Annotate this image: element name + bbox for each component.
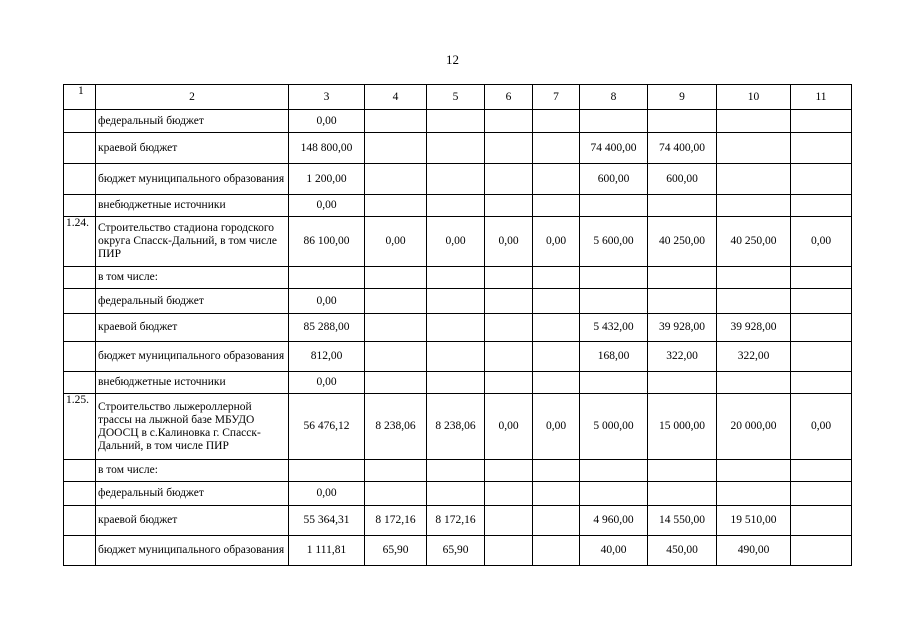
value-cell-col-3: 85 288,00 bbox=[289, 314, 365, 342]
value-cell-col-11 bbox=[791, 536, 852, 566]
value-cell-col-8: 600,00 bbox=[580, 164, 648, 195]
value-cell-col-11 bbox=[791, 110, 852, 133]
value-cell-col-9: 450,00 bbox=[648, 536, 717, 566]
value-cell-col-9: 322,00 bbox=[648, 342, 717, 372]
value-cell-col-7 bbox=[533, 482, 580, 506]
value-cell-col-9 bbox=[648, 289, 717, 314]
value-cell-col-10 bbox=[717, 482, 791, 506]
item-number-cell bbox=[64, 314, 96, 342]
header-cell-col-3: 3 bbox=[289, 85, 365, 110]
value-cell-col-8: 5 000,00 bbox=[580, 394, 648, 460]
value-cell-col-5 bbox=[427, 133, 485, 164]
value-cell-col-10 bbox=[717, 289, 791, 314]
header-cell-col-1: 1 bbox=[64, 85, 96, 110]
item-number-cell bbox=[64, 267, 96, 289]
header-cell-col-6: 6 bbox=[485, 85, 533, 110]
description-cell: бюджет муниципального образования bbox=[96, 342, 289, 372]
value-cell-col-5: 65,90 bbox=[427, 536, 485, 566]
value-cell-col-8: 40,00 bbox=[580, 536, 648, 566]
description-cell: бюджет муниципального образования bbox=[96, 536, 289, 566]
value-cell-col-6 bbox=[485, 314, 533, 342]
value-cell-col-7 bbox=[533, 536, 580, 566]
value-cell-col-10: 20 000,00 bbox=[717, 394, 791, 460]
value-cell-col-6: 0,00 bbox=[485, 217, 533, 267]
value-cell-col-7: 0,00 bbox=[533, 217, 580, 267]
value-cell-col-10 bbox=[717, 372, 791, 394]
header-cell-col-5: 5 bbox=[427, 85, 485, 110]
value-cell-col-6 bbox=[485, 506, 533, 536]
value-cell-col-10 bbox=[717, 110, 791, 133]
value-cell-col-4 bbox=[365, 289, 427, 314]
budget-table bbox=[63, 84, 852, 566]
value-cell-col-5 bbox=[427, 314, 485, 342]
value-cell-col-3: 812,00 bbox=[289, 342, 365, 372]
item-number-cell bbox=[64, 482, 96, 506]
description-cell: Строительство стадиона городского округа Спасск-Дальний, в том числе ПИР bbox=[96, 217, 289, 267]
table-row bbox=[64, 482, 852, 506]
table-row bbox=[64, 342, 852, 372]
value-cell-col-6 bbox=[485, 195, 533, 217]
value-cell-col-6 bbox=[485, 133, 533, 164]
value-cell-col-3: 0,00 bbox=[289, 110, 365, 133]
value-cell-col-11 bbox=[791, 267, 852, 289]
description-cell: внебюджетные источники bbox=[96, 195, 289, 217]
value-cell-col-6 bbox=[485, 536, 533, 566]
value-cell-col-9: 15 000,00 bbox=[648, 394, 717, 460]
value-cell-col-8: 5 432,00 bbox=[580, 314, 648, 342]
item-number-cell bbox=[64, 460, 96, 482]
item-number-cell bbox=[64, 506, 96, 536]
description-cell: в том числе: bbox=[96, 460, 289, 482]
value-cell-col-7 bbox=[533, 164, 580, 195]
value-cell-col-6 bbox=[485, 267, 533, 289]
table-row bbox=[64, 195, 852, 217]
value-cell-col-11 bbox=[791, 289, 852, 314]
value-cell-col-9: 39 928,00 bbox=[648, 314, 717, 342]
item-number-cell: 1.25. bbox=[64, 394, 96, 460]
value-cell-col-3 bbox=[289, 460, 365, 482]
table-row bbox=[64, 372, 852, 394]
value-cell-col-10: 19 510,00 bbox=[717, 506, 791, 536]
value-cell-col-9: 40 250,00 bbox=[648, 217, 717, 267]
item-number-cell bbox=[64, 342, 96, 372]
value-cell-col-4: 8 172,16 bbox=[365, 506, 427, 536]
value-cell-col-4: 65,90 bbox=[365, 536, 427, 566]
value-cell-col-4 bbox=[365, 267, 427, 289]
value-cell-col-8: 74 400,00 bbox=[580, 133, 648, 164]
value-cell-col-5: 0,00 bbox=[427, 217, 485, 267]
item-number-cell: 1.24. bbox=[64, 217, 96, 267]
value-cell-col-9 bbox=[648, 460, 717, 482]
value-cell-col-10 bbox=[717, 460, 791, 482]
value-cell-col-5 bbox=[427, 195, 485, 217]
item-number-cell bbox=[64, 133, 96, 164]
value-cell-col-11 bbox=[791, 506, 852, 536]
value-cell-col-9: 600,00 bbox=[648, 164, 717, 195]
description-cell: внебюджетные источники bbox=[96, 372, 289, 394]
value-cell-col-6 bbox=[485, 482, 533, 506]
value-cell-col-11: 0,00 bbox=[791, 217, 852, 267]
value-cell-col-10 bbox=[717, 133, 791, 164]
value-cell-col-8 bbox=[580, 195, 648, 217]
description-cell: краевой бюджет bbox=[96, 314, 289, 342]
value-cell-col-9: 74 400,00 bbox=[648, 133, 717, 164]
header-cell-col-8: 8 bbox=[580, 85, 648, 110]
value-cell-col-11: 0,00 bbox=[791, 394, 852, 460]
value-cell-col-3: 148 800,00 bbox=[289, 133, 365, 164]
item-number-cell bbox=[64, 110, 96, 133]
value-cell-col-5 bbox=[427, 342, 485, 372]
value-cell-col-7 bbox=[533, 460, 580, 482]
value-cell-col-7 bbox=[533, 133, 580, 164]
page-number: 12 bbox=[446, 52, 459, 67]
value-cell-col-6 bbox=[485, 164, 533, 195]
value-cell-col-3: 0,00 bbox=[289, 372, 365, 394]
value-cell-col-3 bbox=[289, 267, 365, 289]
value-cell-col-3: 55 364,31 bbox=[289, 506, 365, 536]
value-cell-col-7 bbox=[533, 342, 580, 372]
value-cell-col-3: 86 100,00 bbox=[289, 217, 365, 267]
value-cell-col-4 bbox=[365, 133, 427, 164]
value-cell-col-3: 0,00 bbox=[289, 289, 365, 314]
value-cell-col-5: 8 238,06 bbox=[427, 394, 485, 460]
value-cell-col-9 bbox=[648, 267, 717, 289]
value-cell-col-11 bbox=[791, 164, 852, 195]
value-cell-col-11 bbox=[791, 133, 852, 164]
value-cell-col-5 bbox=[427, 267, 485, 289]
value-cell-col-8 bbox=[580, 289, 648, 314]
value-cell-col-8: 168,00 bbox=[580, 342, 648, 372]
value-cell-col-9 bbox=[648, 482, 717, 506]
description-cell: краевой бюджет bbox=[96, 133, 289, 164]
table-row bbox=[64, 289, 852, 314]
value-cell-col-11 bbox=[791, 372, 852, 394]
value-cell-col-9: 14 550,00 bbox=[648, 506, 717, 536]
value-cell-col-9 bbox=[648, 195, 717, 217]
header-cell-col-11: 11 bbox=[791, 85, 852, 110]
value-cell-col-7 bbox=[533, 506, 580, 536]
description-cell: Строительство лыжероллерной трассы на лыжной базе МБУДО ДООСЦ в с.Калиновка г. Спасск-Дальний, в том числе ПИР bbox=[96, 394, 289, 460]
header-cell-col-9: 9 bbox=[648, 85, 717, 110]
value-cell-col-8 bbox=[580, 110, 648, 133]
table-row bbox=[64, 394, 852, 460]
value-cell-col-5 bbox=[427, 164, 485, 195]
value-cell-col-11 bbox=[791, 482, 852, 506]
table-row bbox=[64, 217, 852, 267]
value-cell-col-10: 490,00 bbox=[717, 536, 791, 566]
value-cell-col-10 bbox=[717, 164, 791, 195]
item-number-cell bbox=[64, 289, 96, 314]
table-body bbox=[64, 85, 852, 566]
value-cell-col-5 bbox=[427, 289, 485, 314]
value-cell-col-4 bbox=[365, 314, 427, 342]
table-row bbox=[64, 133, 852, 164]
value-cell-col-8: 4 960,00 bbox=[580, 506, 648, 536]
value-cell-col-4: 8 238,06 bbox=[365, 394, 427, 460]
header-row bbox=[64, 85, 852, 110]
description-cell: федеральный бюджет bbox=[96, 110, 289, 133]
value-cell-col-7 bbox=[533, 289, 580, 314]
value-cell-col-4 bbox=[365, 372, 427, 394]
value-cell-col-9 bbox=[648, 110, 717, 133]
table-row bbox=[64, 267, 852, 289]
value-cell-col-5: 8 172,16 bbox=[427, 506, 485, 536]
value-cell-col-4 bbox=[365, 342, 427, 372]
description-cell: федеральный бюджет bbox=[96, 482, 289, 506]
description-cell: бюджет муниципального образования bbox=[96, 164, 289, 195]
value-cell-col-5 bbox=[427, 460, 485, 482]
value-cell-col-11 bbox=[791, 342, 852, 372]
value-cell-col-11 bbox=[791, 314, 852, 342]
value-cell-col-6 bbox=[485, 342, 533, 372]
table-row bbox=[64, 536, 852, 566]
value-cell-col-4 bbox=[365, 195, 427, 217]
table-row bbox=[64, 164, 852, 195]
value-cell-col-5 bbox=[427, 110, 485, 133]
value-cell-col-6 bbox=[485, 460, 533, 482]
value-cell-col-10: 39 928,00 bbox=[717, 314, 791, 342]
header-cell-col-2: 2 bbox=[96, 85, 289, 110]
value-cell-col-7 bbox=[533, 372, 580, 394]
table-row bbox=[64, 314, 852, 342]
item-number-cell bbox=[64, 164, 96, 195]
value-cell-col-3: 1 200,00 bbox=[289, 164, 365, 195]
value-cell-col-6 bbox=[485, 289, 533, 314]
value-cell-col-7: 0,00 bbox=[533, 394, 580, 460]
value-cell-col-7 bbox=[533, 110, 580, 133]
value-cell-col-3: 56 476,12 bbox=[289, 394, 365, 460]
table-row bbox=[64, 110, 852, 133]
description-cell: краевой бюджет bbox=[96, 506, 289, 536]
value-cell-col-10 bbox=[717, 195, 791, 217]
value-cell-col-3: 0,00 bbox=[289, 195, 365, 217]
value-cell-col-11 bbox=[791, 195, 852, 217]
item-number-cell bbox=[64, 372, 96, 394]
value-cell-col-6 bbox=[485, 372, 533, 394]
value-cell-col-4: 0,00 bbox=[365, 217, 427, 267]
value-cell-col-4 bbox=[365, 460, 427, 482]
header-cell-col-10: 10 bbox=[717, 85, 791, 110]
value-cell-col-8: 5 600,00 bbox=[580, 217, 648, 267]
value-cell-col-9 bbox=[648, 372, 717, 394]
value-cell-col-8 bbox=[580, 482, 648, 506]
value-cell-col-3: 0,00 bbox=[289, 482, 365, 506]
value-cell-col-5 bbox=[427, 482, 485, 506]
value-cell-col-7 bbox=[533, 314, 580, 342]
header-cell-col-7: 7 bbox=[533, 85, 580, 110]
value-cell-col-8 bbox=[580, 372, 648, 394]
value-cell-col-3: 1 111,81 bbox=[289, 536, 365, 566]
table-row bbox=[64, 506, 852, 536]
value-cell-col-10: 40 250,00 bbox=[717, 217, 791, 267]
value-cell-col-5 bbox=[427, 372, 485, 394]
table-row bbox=[64, 460, 852, 482]
value-cell-col-7 bbox=[533, 195, 580, 217]
value-cell-col-6 bbox=[485, 110, 533, 133]
description-cell: в том числе: bbox=[96, 267, 289, 289]
value-cell-col-10 bbox=[717, 267, 791, 289]
value-cell-col-11 bbox=[791, 460, 852, 482]
header-cell-col-4: 4 bbox=[365, 85, 427, 110]
value-cell-col-4 bbox=[365, 482, 427, 506]
value-cell-col-8 bbox=[580, 460, 648, 482]
value-cell-col-4 bbox=[365, 110, 427, 133]
item-number-cell bbox=[64, 536, 96, 566]
value-cell-col-6: 0,00 bbox=[485, 394, 533, 460]
value-cell-col-10: 322,00 bbox=[717, 342, 791, 372]
value-cell-col-8 bbox=[580, 267, 648, 289]
description-cell: федеральный бюджет bbox=[96, 289, 289, 314]
value-cell-col-4 bbox=[365, 164, 427, 195]
item-number-cell bbox=[64, 195, 96, 217]
value-cell-col-7 bbox=[533, 267, 580, 289]
